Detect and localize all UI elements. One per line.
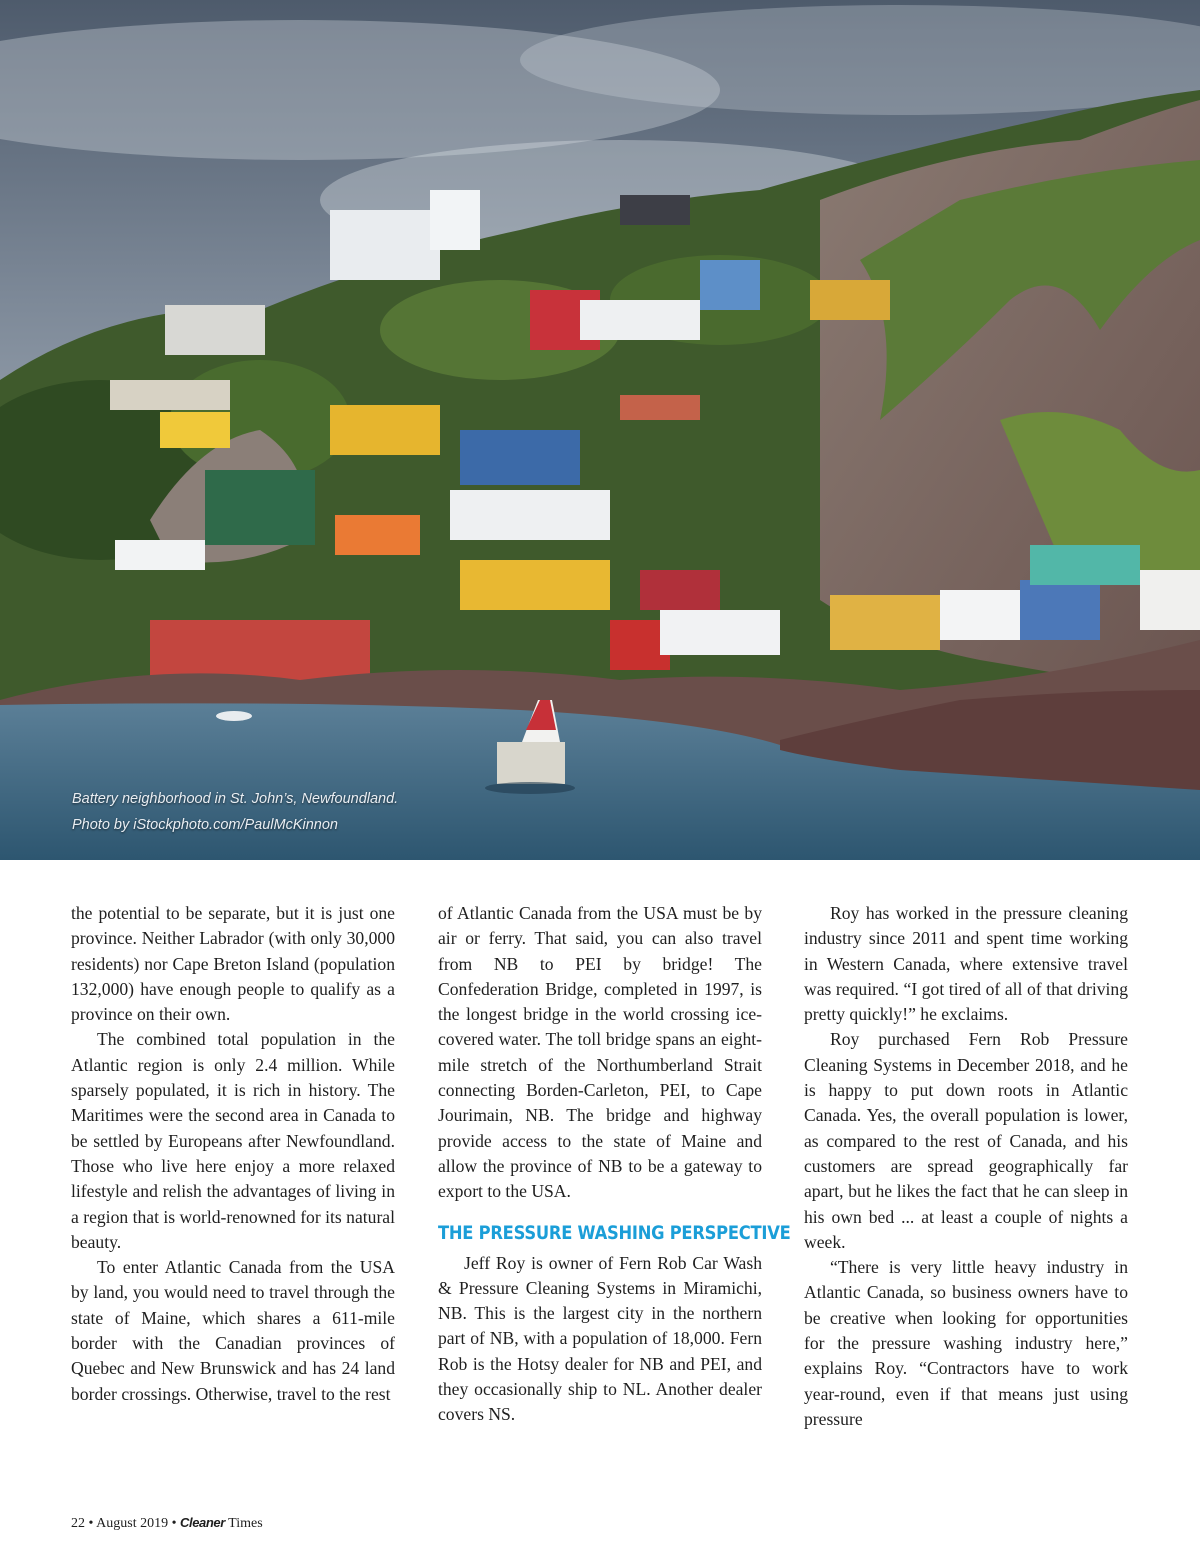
paragraph: Roy purchased Fern Rob Pressure Cleaning Systems in December 2018, and he is happy to put down roots in Atlantic Canada. Yes, the overall population is lower, as compared to the rest of Canada, and his customers are spread geographically far apart, but he likes the fact that he can sleep in his own bed ... at least a couple of nights a week. bbox=[804, 1029, 1128, 1252]
paragraph: of Atlantic Canada from the USA must be by air or ferry. That said, you can also travel from NB to PEI by bridge! The Confederation Bridge, completed in 1997, is the longest bridge in the world crossing ice-covered water. The toll bridge spans an eight-mile stretch of the Northumberland Strait connecting Borden-Carleton, PEI, to Cape Jourimain, NB. The bridge and highway provide access to the state of Maine and allow the province of NB to be a gateway to export to the USA. bbox=[438, 903, 762, 1202]
paragraph: “There is very little heavy industry in Atlantic Canada, so business owners have to be creative when looking for opportunities for the pressure washing industry here,” explains Roy. “Contractors have to work year-round, even if that means just using pressure bbox=[804, 1257, 1128, 1429]
footer-separator: • bbox=[171, 1516, 180, 1531]
caption-location: Battery neighborhood in St. John’s, Newfoundland. bbox=[72, 791, 399, 807]
article-column-3 bbox=[804, 901, 1128, 1432]
paragraph: the potential to be separate, but it is just one province. Neither Labrador (with only 30,000 residents) nor Cape Breton Island (population 132,000) have enough people to qualify as a province on their own. bbox=[71, 903, 395, 1025]
footer-separator: • bbox=[88, 1516, 97, 1531]
section-heading: THE PRESSURE WASHING PERSPECTIVE bbox=[438, 1221, 791, 1244]
article-column-2 bbox=[438, 901, 791, 1428]
page-footer bbox=[71, 1515, 263, 1532]
paragraph: Jeff Roy is owner of Fern Rob Car Wash & Pressure Cleaning Systems in Miramichi, NB. This is the largest city in the northern part of NB, with a population of 18,000. Fern Rob is the Hotsy dealer for NB and PEI, and they occasionally ship to NL. Another dealer covers NS. bbox=[438, 1252, 762, 1425]
issue-date: August 2019 bbox=[96, 1516, 169, 1531]
article-column-1 bbox=[71, 901, 395, 1407]
magazine-brand-part-b: Times bbox=[228, 1516, 263, 1531]
caption-credit: Photo by iStockphoto.com/PaulMcKinnon bbox=[72, 817, 338, 833]
page-number: 22 bbox=[71, 1516, 85, 1531]
magazine-brand-part-a: Cleaner bbox=[180, 1515, 225, 1530]
photo-caption bbox=[72, 786, 398, 838]
paragraph: To enter Atlantic Canada from the USA by land, you would need to travel through the state of Maine, which shares a 611-mile border with the Canadian provinces of Quebec and New Brunswick and has 24 land border crossings. Otherwise, travel to the rest bbox=[71, 1257, 395, 1404]
paragraph: The combined total population in the Atlantic region is only 2.4 million. While sparsely populated, it is rich in history. The Maritimes were the second area in Canada to be settled by Europeans after Newfoundland. Those who live here enjoy a more relaxed lifestyle and relish the advantages of living in a region that is world-renowned for its natural beauty. bbox=[71, 1029, 395, 1252]
paragraph: Roy has worked in the pressure cleaning industry since 2011 and spent time working in Western Canada, where extensive travel was required. “I got tired of all of that driving pretty quickly!” he exclaims. bbox=[804, 903, 1128, 1025]
